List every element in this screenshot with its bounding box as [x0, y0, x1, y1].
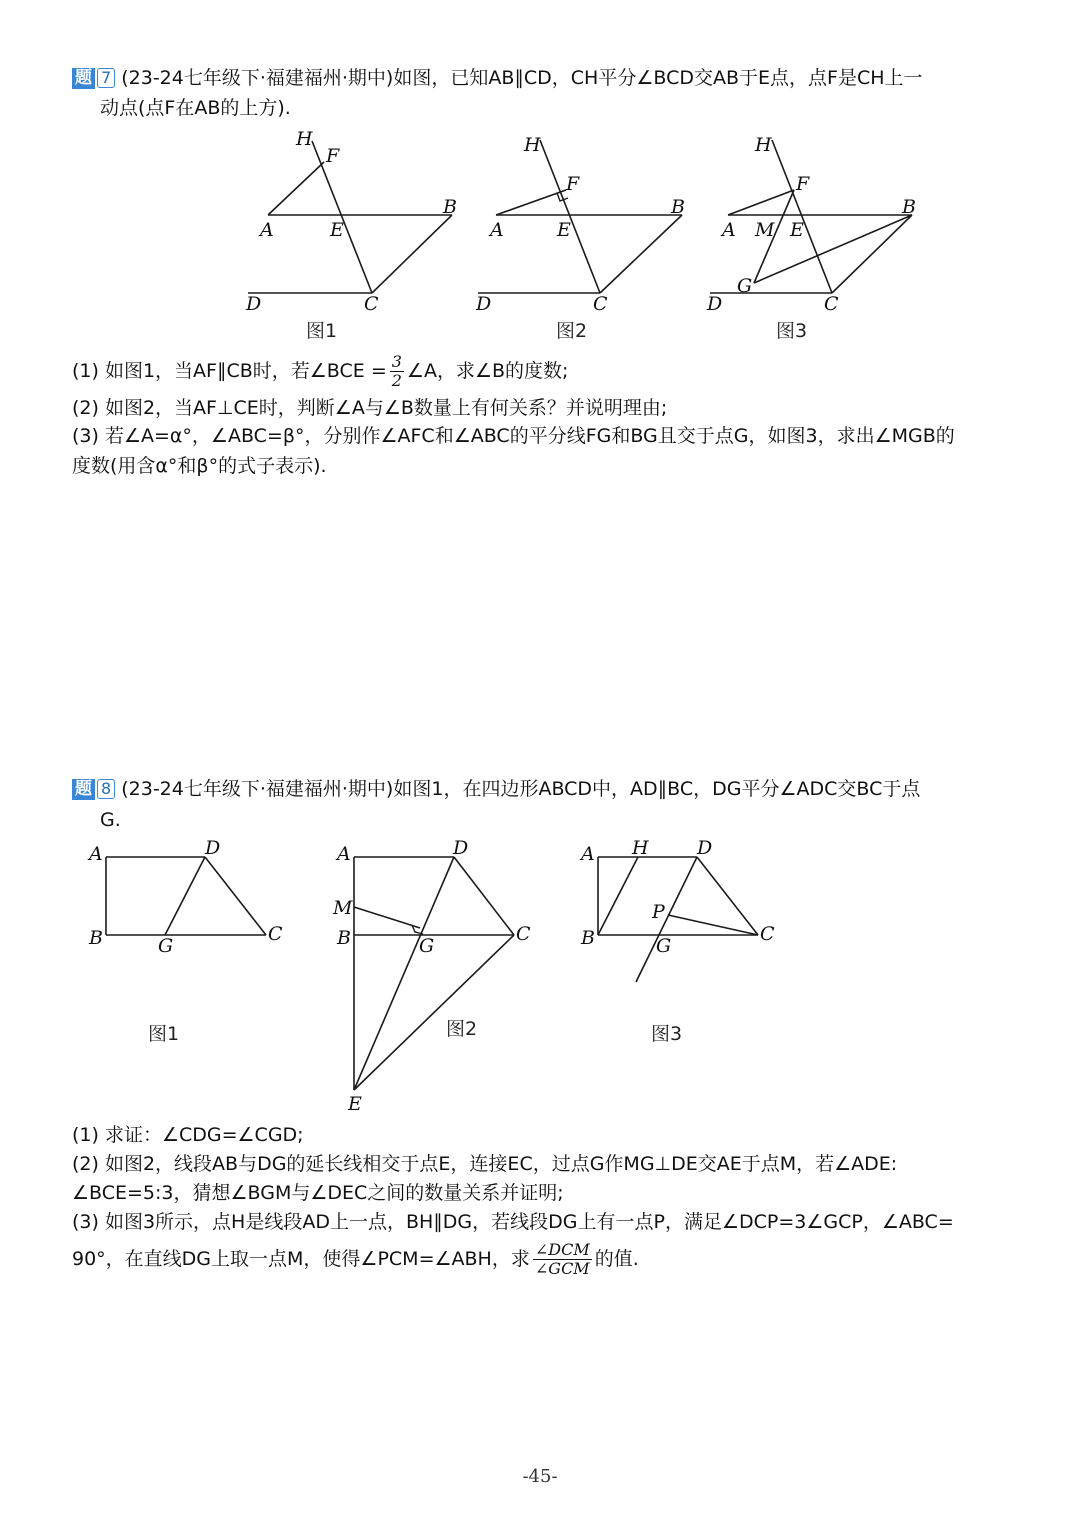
label-D: D	[476, 293, 492, 315]
problem7-source: (23-24七年级下·福建福州·期中)	[121, 67, 394, 89]
label-E: E	[557, 219, 571, 241]
problem7-stem-line1: 如图，已知AB∥CD，CH平分∠BCD交AB于E点，点F是CH上一	[393, 67, 923, 89]
problem7-q3-line1: (3) 若∠A=α°，∠ABC=β°，分别作∠AFC和∠ABC的平分线FG和BG且交于点G，如图3，求出∠MGB的	[72, 425, 955, 447]
label-D: D	[246, 293, 262, 315]
problem7-tag: 题	[72, 68, 95, 89]
label-C: C	[364, 293, 379, 315]
p8-caption-3: 图3	[651, 1023, 683, 1045]
label-F: F	[796, 173, 810, 195]
label-D: D	[697, 837, 713, 859]
p8-figure-1	[87, 837, 283, 1045]
p8-q3-frac-num: ∠DCM	[534, 1240, 590, 1259]
label-G: G	[419, 935, 435, 957]
problem7-q2: (2) 如图2，当AF⊥CE时，判断∠A与∠B数量上有何关系？并说明理由;	[72, 397, 668, 419]
p8-figure-3	[579, 837, 775, 1045]
label-A: A	[337, 843, 351, 865]
problem8-q3-line2	[72, 1240, 639, 1278]
label-A: A	[89, 843, 103, 865]
label-B: B	[671, 196, 685, 218]
label-C: C	[760, 923, 775, 945]
problem7-q3-line2: 度数(用含α°和β°的式子表示).	[72, 455, 327, 477]
p8-q3-fraction	[533, 1241, 592, 1278]
label-H: H	[524, 134, 541, 156]
label-M: M	[755, 219, 775, 241]
label-G: G	[656, 935, 672, 957]
label-H: H	[632, 837, 649, 859]
p8-caption-1: 图1	[148, 1023, 180, 1045]
p7-q1-after: ∠A，求∠B的度数;	[406, 360, 569, 382]
label-F: F	[326, 145, 340, 167]
p8-caption-2: 图2	[446, 1018, 478, 1040]
p8-figure-2	[332, 837, 531, 1115]
label-E: E	[348, 1093, 362, 1115]
problem8-number: 8	[97, 779, 115, 799]
label-B: B	[89, 927, 103, 949]
label-B: B	[443, 196, 457, 218]
label-E: E	[790, 219, 804, 241]
label-B: B	[902, 196, 916, 218]
label-H: H	[755, 134, 772, 156]
label-C: C	[593, 293, 608, 315]
label-A: A	[722, 219, 736, 241]
label-C: C	[516, 923, 531, 945]
p7-caption-1: 图1	[306, 320, 338, 342]
label-B: B	[337, 927, 351, 949]
label-B: B	[581, 927, 595, 949]
label-G: G	[158, 935, 174, 957]
label-D: D	[453, 837, 469, 859]
p7-q1-frac-den: 2	[391, 371, 402, 390]
page-number: -45-	[522, 1466, 558, 1487]
problem8-stem-line2: G.	[100, 809, 121, 831]
p8-q3-frac-den: ∠GCM	[534, 1259, 590, 1278]
p7-caption-2: 图2	[556, 320, 588, 342]
problem8-source: (23-24七年级下·福建福州·期中)	[121, 778, 394, 800]
label-E: E	[330, 219, 344, 241]
p7-caption-3: 图3	[776, 320, 808, 342]
label-M: M	[333, 897, 353, 919]
problem8-q2-line1: (2) 如图2，线段AB与DG的延长线相交于点E，连接EC，过点G作MG⊥DE交AE于点M，若∠ADE:	[72, 1153, 898, 1175]
problem7-stem-line2: 动点(点F在AB的上方).	[100, 97, 291, 119]
label-A: A	[490, 219, 504, 241]
label-D: D	[205, 837, 221, 859]
p8-q3-before: 90°，在直线DG上取一点M，使得∠PCM=∠ABH，求	[72, 1248, 530, 1270]
problem8-q1: (1) 求证：∠CDG=∠CGD;	[72, 1124, 304, 1146]
label-D: D	[707, 293, 723, 315]
label-C: C	[824, 293, 839, 315]
problem7-number: 7	[97, 68, 115, 88]
p7-q1-before: (1) 如图1，当AF∥CB时，若∠BCE =	[72, 360, 387, 382]
label-C: C	[268, 923, 283, 945]
label-A: A	[581, 843, 595, 865]
problem8-q2-line2: ∠BCE=5:3，猜想∠BGM与∠DEC之间的数量关系并证明;	[72, 1182, 564, 1204]
problem8-q3-line1: (3) 如图3所示，点H是线段AD上一点，BH∥DG，若线段DG上有一点P，满足∠DCP=3∠GCP，∠ABC=	[72, 1211, 954, 1233]
label-P: P	[652, 901, 665, 923]
label-A: A	[260, 219, 274, 241]
p8-q3-after: 的值.	[594, 1248, 639, 1270]
p7-q1-frac-num: 3	[391, 352, 402, 371]
label-F: F	[566, 173, 580, 195]
label-G: G	[737, 275, 753, 297]
problem8-tag: 题	[72, 779, 95, 800]
problem8-stem-line1: 如图1，在四边形ABCD中，AD∥BC，DG平分∠ADC交BC于点	[393, 778, 921, 800]
label-H: H	[296, 128, 313, 150]
